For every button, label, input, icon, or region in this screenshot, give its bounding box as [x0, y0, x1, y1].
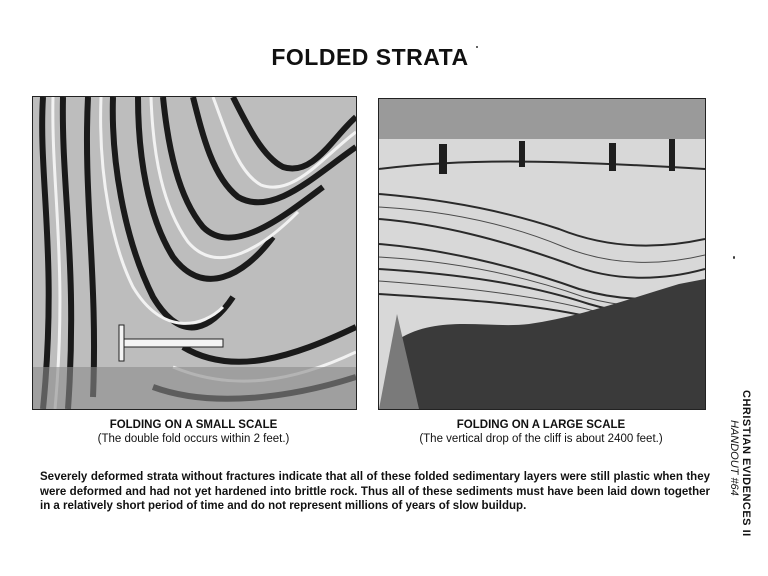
handout-number: HANDOUT #64 [728, 420, 740, 496]
small-scale-caption [32, 418, 355, 446]
explanation-paragraph: Severely deformed strata without fractures indicate that all of these folded sedimentary layers were still plastic when they were deformed and had not yet hardened into brittle rock. Thus all of these sediments must have been laid down together in a relatively short period of time and do not represent millions of years of slow buildup. [40, 471, 710, 512]
scan-speck [733, 256, 735, 259]
small-scale-fold-image [33, 97, 356, 409]
large-scale-caption-title: FOLDING ON A LARGE SCALE [456, 419, 626, 431]
small-scale-caption-subtitle: (The double fold occurs within 2 feet.) [97, 433, 290, 445]
course-title: CHRISTIAN EVIDENCES II [740, 390, 752, 537]
scan-speck [476, 46, 478, 48]
page-title: FOLDED STRATA [271, 44, 469, 70]
large-scale-fold-image [379, 99, 705, 409]
small-scale-fold-photo [32, 96, 357, 410]
large-scale-caption-subtitle: (The vertical drop of the cliff is about 2400 feet.) [419, 433, 663, 445]
handout-side-label [722, 390, 752, 565]
large-scale-fold-photo [378, 98, 706, 410]
large-scale-caption [378, 418, 704, 446]
small-scale-caption-title: FOLDING ON A SMALL SCALE [109, 419, 278, 431]
